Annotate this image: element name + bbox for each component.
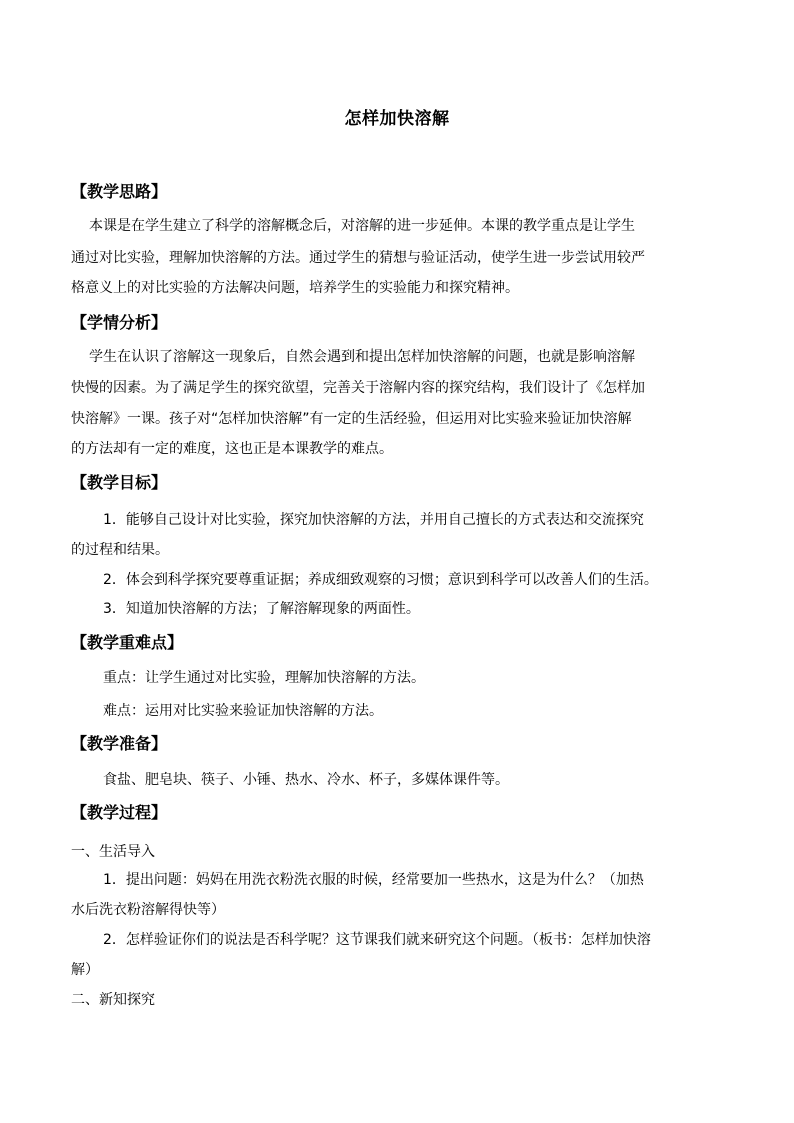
paragraph-line: 本课是在学生建立了科学的溶解概念后，对溶解的进一步延伸。本课的教学重点是让学生 — [89, 218, 635, 234]
subsection-heading: 一、生活导入 — [71, 844, 155, 860]
section-heading-key-points: 【教学重难点】 — [71, 633, 184, 652]
list-item-continuation: 解） — [71, 962, 99, 978]
page-title: 怎样加快溶解 — [344, 109, 450, 129]
paragraph-line: 快慢的因素。为了满足学生的探究欲望，完善关于溶解内容的探究结构，我们设计了《怎样加 — [71, 380, 645, 396]
list-item-continuation: 水后洗衣粉溶解得快等） — [71, 902, 225, 918]
paragraph-line: 食盐、肥皂块、筷子、小锤、热水、冷水、杯子，多媒体课件等。 — [103, 772, 509, 788]
paragraph-line: 的方法却有一定的难度，这也正是本课教学的难点。 — [71, 441, 393, 457]
section-heading-teaching-idea: 【教学思路】 — [71, 182, 168, 201]
paragraph-line: 难点：运用对比实验来验证加快溶解的方法。 — [103, 703, 383, 719]
paragraph-line: 重点：让学生通过对比实验，理解加快溶解的方法。 — [103, 670, 425, 686]
section-heading-teaching-goals: 【教学目标】 — [71, 473, 168, 492]
list-item: 3．知道加快溶解的方法；了解溶解现象的两面性。 — [103, 601, 420, 617]
list-item: 2．体会到科学探究要尊重证据；养成细致观察的习惯；意识到科学可以改善人们的生活。 — [103, 572, 658, 588]
section-heading-student-analysis: 【学情分析】 — [71, 313, 168, 332]
paragraph-line: 通过对比实验，理解加快溶解的方法。通过学生的猜想与验证活动，使学生进一步尝试用较严 — [71, 250, 645, 266]
list-item: 1．提出问题：妈妈在用洗衣粉洗衣服的时候，经常要加一些热水，这是为什么？（加热 — [103, 872, 644, 888]
paragraph-line: 学生在认识了溶解这一现象后，自然会遇到和提出怎样加快溶解的问题，也就是影响溶解 — [89, 349, 635, 365]
paragraph-line: 格意义上的对比实验的方法解决问题，培养学生的实验能力和探究精神。 — [71, 280, 519, 296]
section-heading-preparation: 【教学准备】 — [71, 734, 168, 753]
list-item: 1．能够自己设计对比实验，探究加快溶解的方法，并用自己擅长的方式表达和交流探究 — [103, 512, 644, 528]
list-item: 2．怎样验证你们的说法是否科学呢？这节课我们就来研究这个问题。（板书：怎样加快溶 — [103, 932, 651, 948]
list-item-continuation: 的过程和结果。 — [71, 542, 169, 558]
subsection-heading: 二、新知探究 — [71, 992, 155, 1008]
paragraph-line: 快溶解》一课。孩子对“怎样加快溶解”有一定的生活经验，但运用对比实验来验证加快溶解 — [71, 411, 632, 427]
section-heading-teaching-process: 【教学过程】 — [71, 803, 168, 822]
